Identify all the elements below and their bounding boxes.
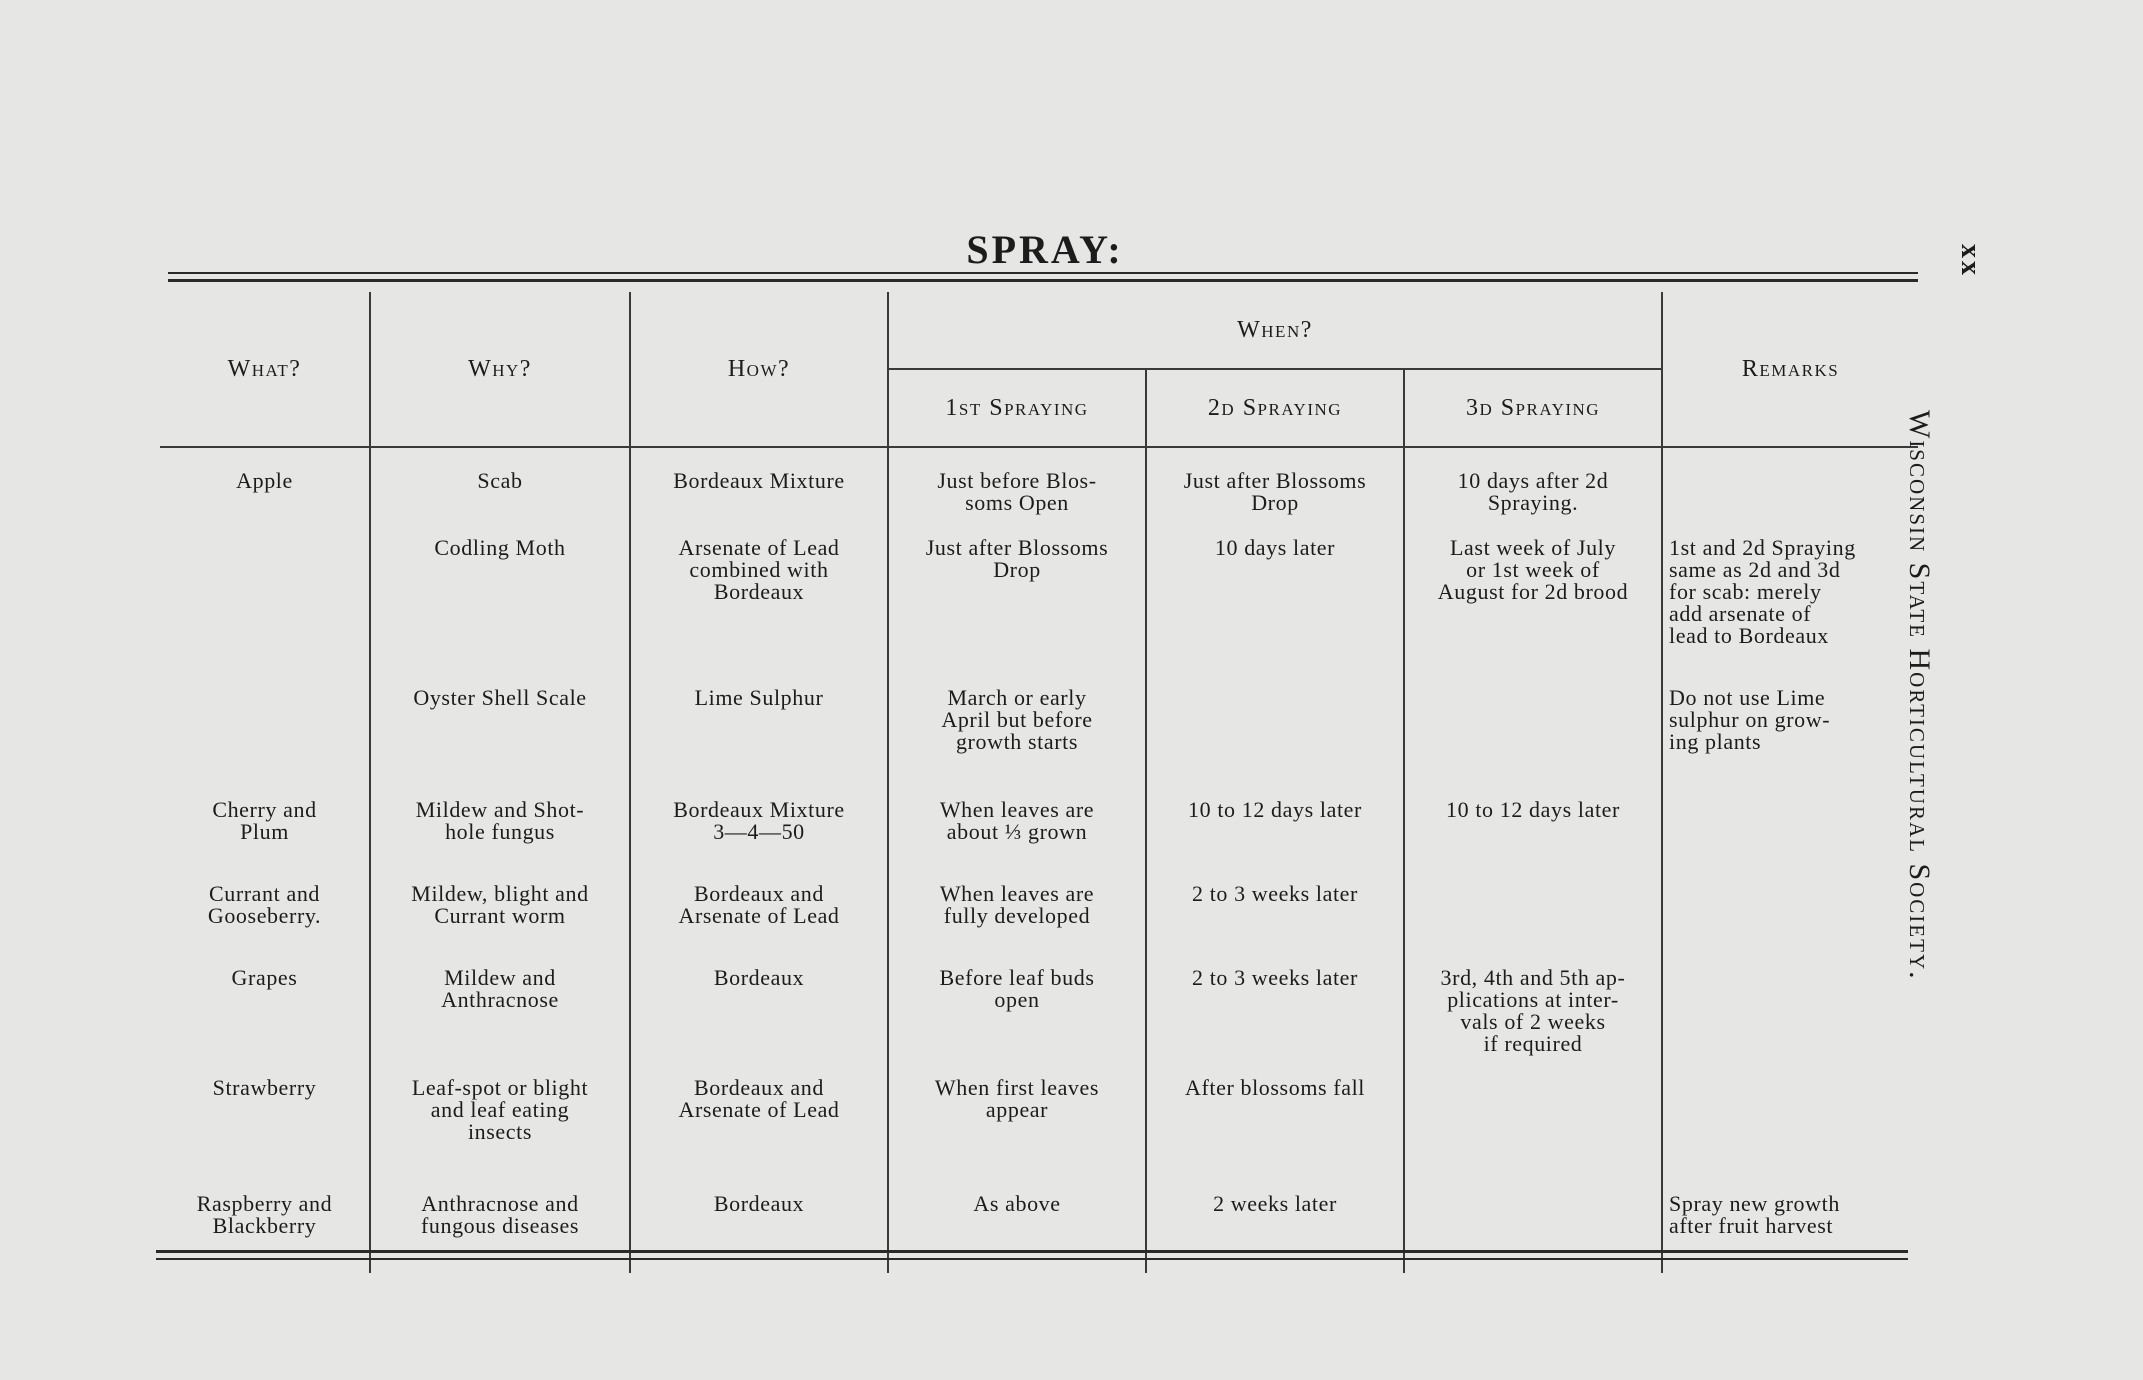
cell-remarks xyxy=(1662,447,1918,525)
cell-what xyxy=(160,675,370,787)
table-row xyxy=(160,447,1918,525)
header-why: Why? xyxy=(370,292,630,447)
cell-what xyxy=(160,525,370,675)
cell-remarks xyxy=(1662,1065,1918,1181)
top-rule-2 xyxy=(168,279,1918,282)
cell-how: Bordeaux and Arsenate of Lead xyxy=(630,871,888,955)
cell-remarks: 1st and 2d Spraying same as 2d and 3d for scab: merely add arsenate of lead to Bordeaux xyxy=(1662,525,1918,675)
cell-what: Apple xyxy=(236,468,293,493)
top-rule-1 xyxy=(168,272,1918,274)
table-row xyxy=(160,787,1918,871)
cell-third-spraying: 10 to 12 days later xyxy=(1404,787,1662,871)
cell-remarks xyxy=(1662,787,1918,871)
cell-second-spraying: 2 to 3 weeks later xyxy=(1146,955,1404,1065)
cell-how: Arsenate of Lead combined with Bordeaux xyxy=(630,525,888,675)
cell-third-spraying xyxy=(1404,675,1662,787)
cell-what: Cherry and Plum xyxy=(212,797,317,844)
cell-first-spraying: Just before Blos- soms Open xyxy=(888,447,1146,525)
cell-why: Codling Moth xyxy=(370,525,630,675)
cell-second-spraying: After blossoms fall xyxy=(1146,1065,1404,1181)
header-third-spraying: 3d Spraying xyxy=(1404,369,1662,447)
table-row xyxy=(160,1065,1918,1181)
cell-how: Bordeaux xyxy=(630,955,888,1065)
table-row xyxy=(160,871,1918,955)
cell-first-spraying: March or early April but before growth starts xyxy=(888,675,1146,787)
cell-first-spraying: When leaves are about ⅓ grown xyxy=(888,787,1146,871)
cell-first-spraying: Before leaf buds open xyxy=(888,955,1146,1065)
cell-why: Anthracnose and fungous diseases xyxy=(370,1181,630,1273)
cell-third-spraying: 10 days after 2d Spraying. xyxy=(1404,447,1662,525)
header-how: How? xyxy=(630,292,888,447)
table-row xyxy=(160,675,1918,787)
cell-first-spraying: Just after Blossoms Drop xyxy=(888,525,1146,675)
cell-what: Grapes xyxy=(231,965,298,990)
bottom-rule-1 xyxy=(156,1250,1908,1253)
cell-remarks: Do not use Lime sulphur on grow- ing plants xyxy=(1662,675,1918,787)
cell-third-spraying: Last week of July or 1st week of August for 2d brood xyxy=(1404,525,1662,675)
cell-why: Mildew, blight and Currant worm xyxy=(370,871,630,955)
cell-second-spraying: 2 to 3 weeks later xyxy=(1146,871,1404,955)
page-title: SPRAY: xyxy=(966,227,1124,272)
cell-remarks: Spray new growth after fruit harvest xyxy=(1662,1181,1918,1273)
cell-second-spraying xyxy=(1146,675,1404,787)
cell-why: Scab xyxy=(370,447,630,525)
cell-first-spraying: When leaves are fully developed xyxy=(888,871,1146,955)
header-remarks: Remarks xyxy=(1662,292,1918,447)
header-second-spraying: 2d Spraying xyxy=(1146,369,1404,447)
cell-third-spraying xyxy=(1404,1065,1662,1181)
header-what: What? xyxy=(160,292,370,447)
cell-third-spraying: 3rd, 4th and 5th ap- plications at inter- vals of 2 weeks if required xyxy=(1404,955,1662,1065)
table-row xyxy=(160,955,1918,1065)
cell-first-spraying: As above xyxy=(888,1181,1146,1273)
spray-table xyxy=(160,292,1918,1273)
table-row xyxy=(160,525,1918,675)
cell-remarks xyxy=(1662,871,1918,955)
cell-why: Oyster Shell Scale xyxy=(370,675,630,787)
cell-what: Strawberry xyxy=(212,1075,317,1100)
cell-why: Mildew and Shot- hole fungus xyxy=(370,787,630,871)
table-body xyxy=(160,447,1918,1273)
header-first-spraying: 1st Spraying xyxy=(888,369,1146,447)
cell-remarks xyxy=(1662,955,1918,1065)
bottom-rule-2 xyxy=(156,1258,1908,1260)
cell-why: Leaf-spot or blight and leaf eating insects xyxy=(370,1065,630,1181)
cell-how: Bordeaux Mixture 3—4—50 xyxy=(630,787,888,871)
cell-how: Bordeaux xyxy=(630,1181,888,1273)
cell-why: Mildew and Anthracnose xyxy=(370,955,630,1065)
cell-second-spraying: 2 weeks later xyxy=(1146,1181,1404,1273)
cell-third-spraying xyxy=(1404,871,1662,955)
cell-what: Raspberry and Blackberry xyxy=(196,1191,333,1238)
running-head: Wisconsin State Horticultural Society. xyxy=(1903,410,1936,981)
cell-second-spraying: 10 days later xyxy=(1146,525,1404,675)
header-when: When? xyxy=(888,292,1662,369)
cell-how: Bordeaux Mixture xyxy=(630,447,888,525)
page-number: xx xyxy=(1955,244,1986,278)
cell-how: Bordeaux and Arsenate of Lead xyxy=(630,1065,888,1181)
cell-second-spraying: Just after Blossoms Drop xyxy=(1146,447,1404,525)
cell-second-spraying: 10 to 12 days later xyxy=(1146,787,1404,871)
cell-what: Currant and Gooseberry. xyxy=(207,881,322,928)
cell-first-spraying: When first leaves appear xyxy=(888,1065,1146,1181)
cell-how: Lime Sulphur xyxy=(630,675,888,787)
